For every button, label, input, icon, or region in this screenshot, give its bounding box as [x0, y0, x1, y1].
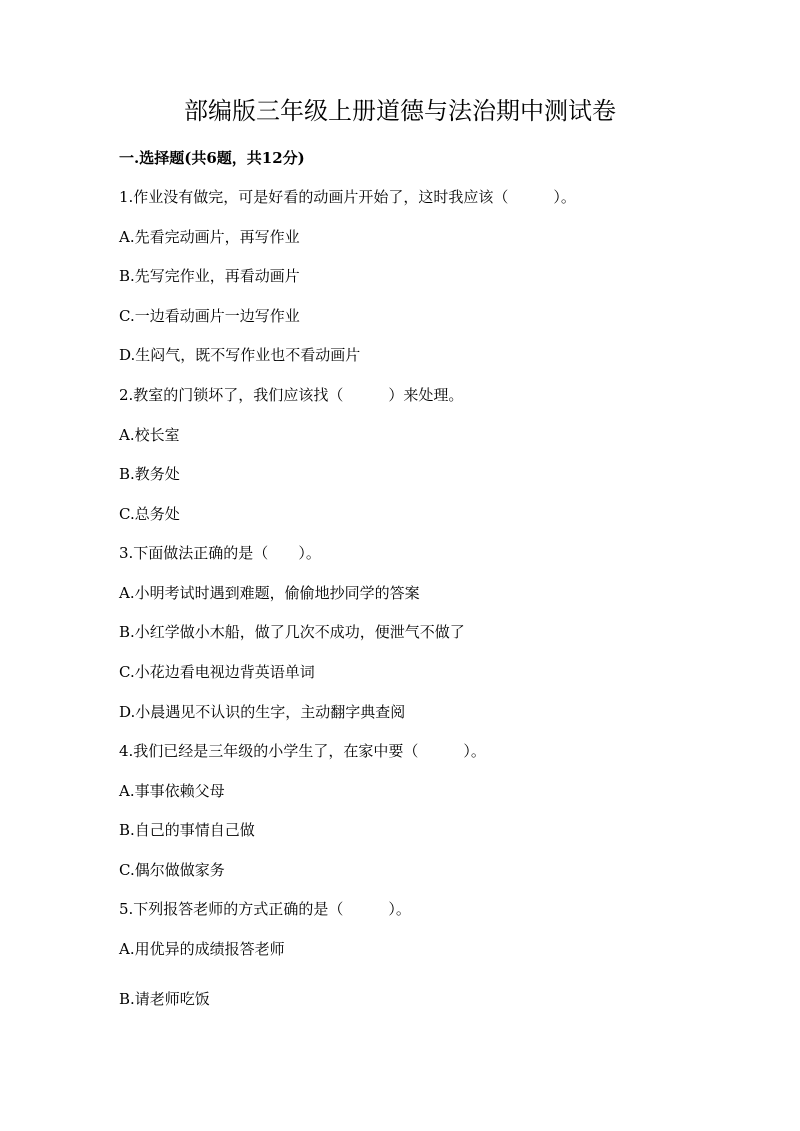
question-1-option-b: B.先写完作业，再看动画片 — [119, 267, 300, 285]
question-2-option-a: A.校长室 — [119, 426, 180, 444]
question-5-option-b: B.请老师吃饭 — [119, 990, 210, 1008]
question-2-option-c: C.总务处 — [119, 505, 180, 523]
question-1-stem: 1.作业没有做完，可是好看的动画片开始了，这时我应该（ ）。 — [119, 188, 576, 206]
question-4-option-b: B.自己的事情自己做 — [119, 821, 255, 839]
section-heading: 一.选择题(共6题，共12分) — [119, 149, 305, 167]
question-3-option-d: D.小晨遇见不认识的生字，主动翻字典查阅 — [119, 703, 406, 721]
question-3-option-c: C.小花边看电视边背英语单词 — [119, 663, 315, 681]
question-4-stem: 4.我们已经是三年级的小学生了，在家中要（ ）。 — [119, 742, 486, 760]
page-title: 部编版三年级上册道德与法治期中测试卷 — [184, 97, 616, 125]
question-3-stem: 3.下面做法正确的是（ ）。 — [119, 544, 321, 562]
question-2-stem: 2.教室的门锁坏了，我们应该找（ ）来处理。 — [119, 386, 464, 404]
question-1-option-c: C.一边看动画片一边写作业 — [119, 307, 300, 325]
question-1-option-d: D.生闷气，既不写作业也不看动画片 — [119, 346, 361, 364]
question-1-option-a: A.先看完动画片，再写作业 — [119, 228, 300, 246]
question-2-option-b: B.教务处 — [119, 465, 180, 483]
question-5-stem: 5.下列报答老师的方式正确的是（ ）。 — [119, 900, 411, 918]
question-3-option-b: B.小红学做小木船，做了几次不成功，便泄气不做了 — [119, 623, 465, 641]
question-4-option-a: A.事事依赖父母 — [119, 782, 225, 800]
question-3-option-a: A.小明考试时遇到难题，偷偷地抄同学的答案 — [119, 584, 420, 602]
question-4-option-c: C.偶尔做做家务 — [119, 861, 225, 879]
question-5-option-a: A.用优异的成绩报答老师 — [119, 940, 285, 958]
